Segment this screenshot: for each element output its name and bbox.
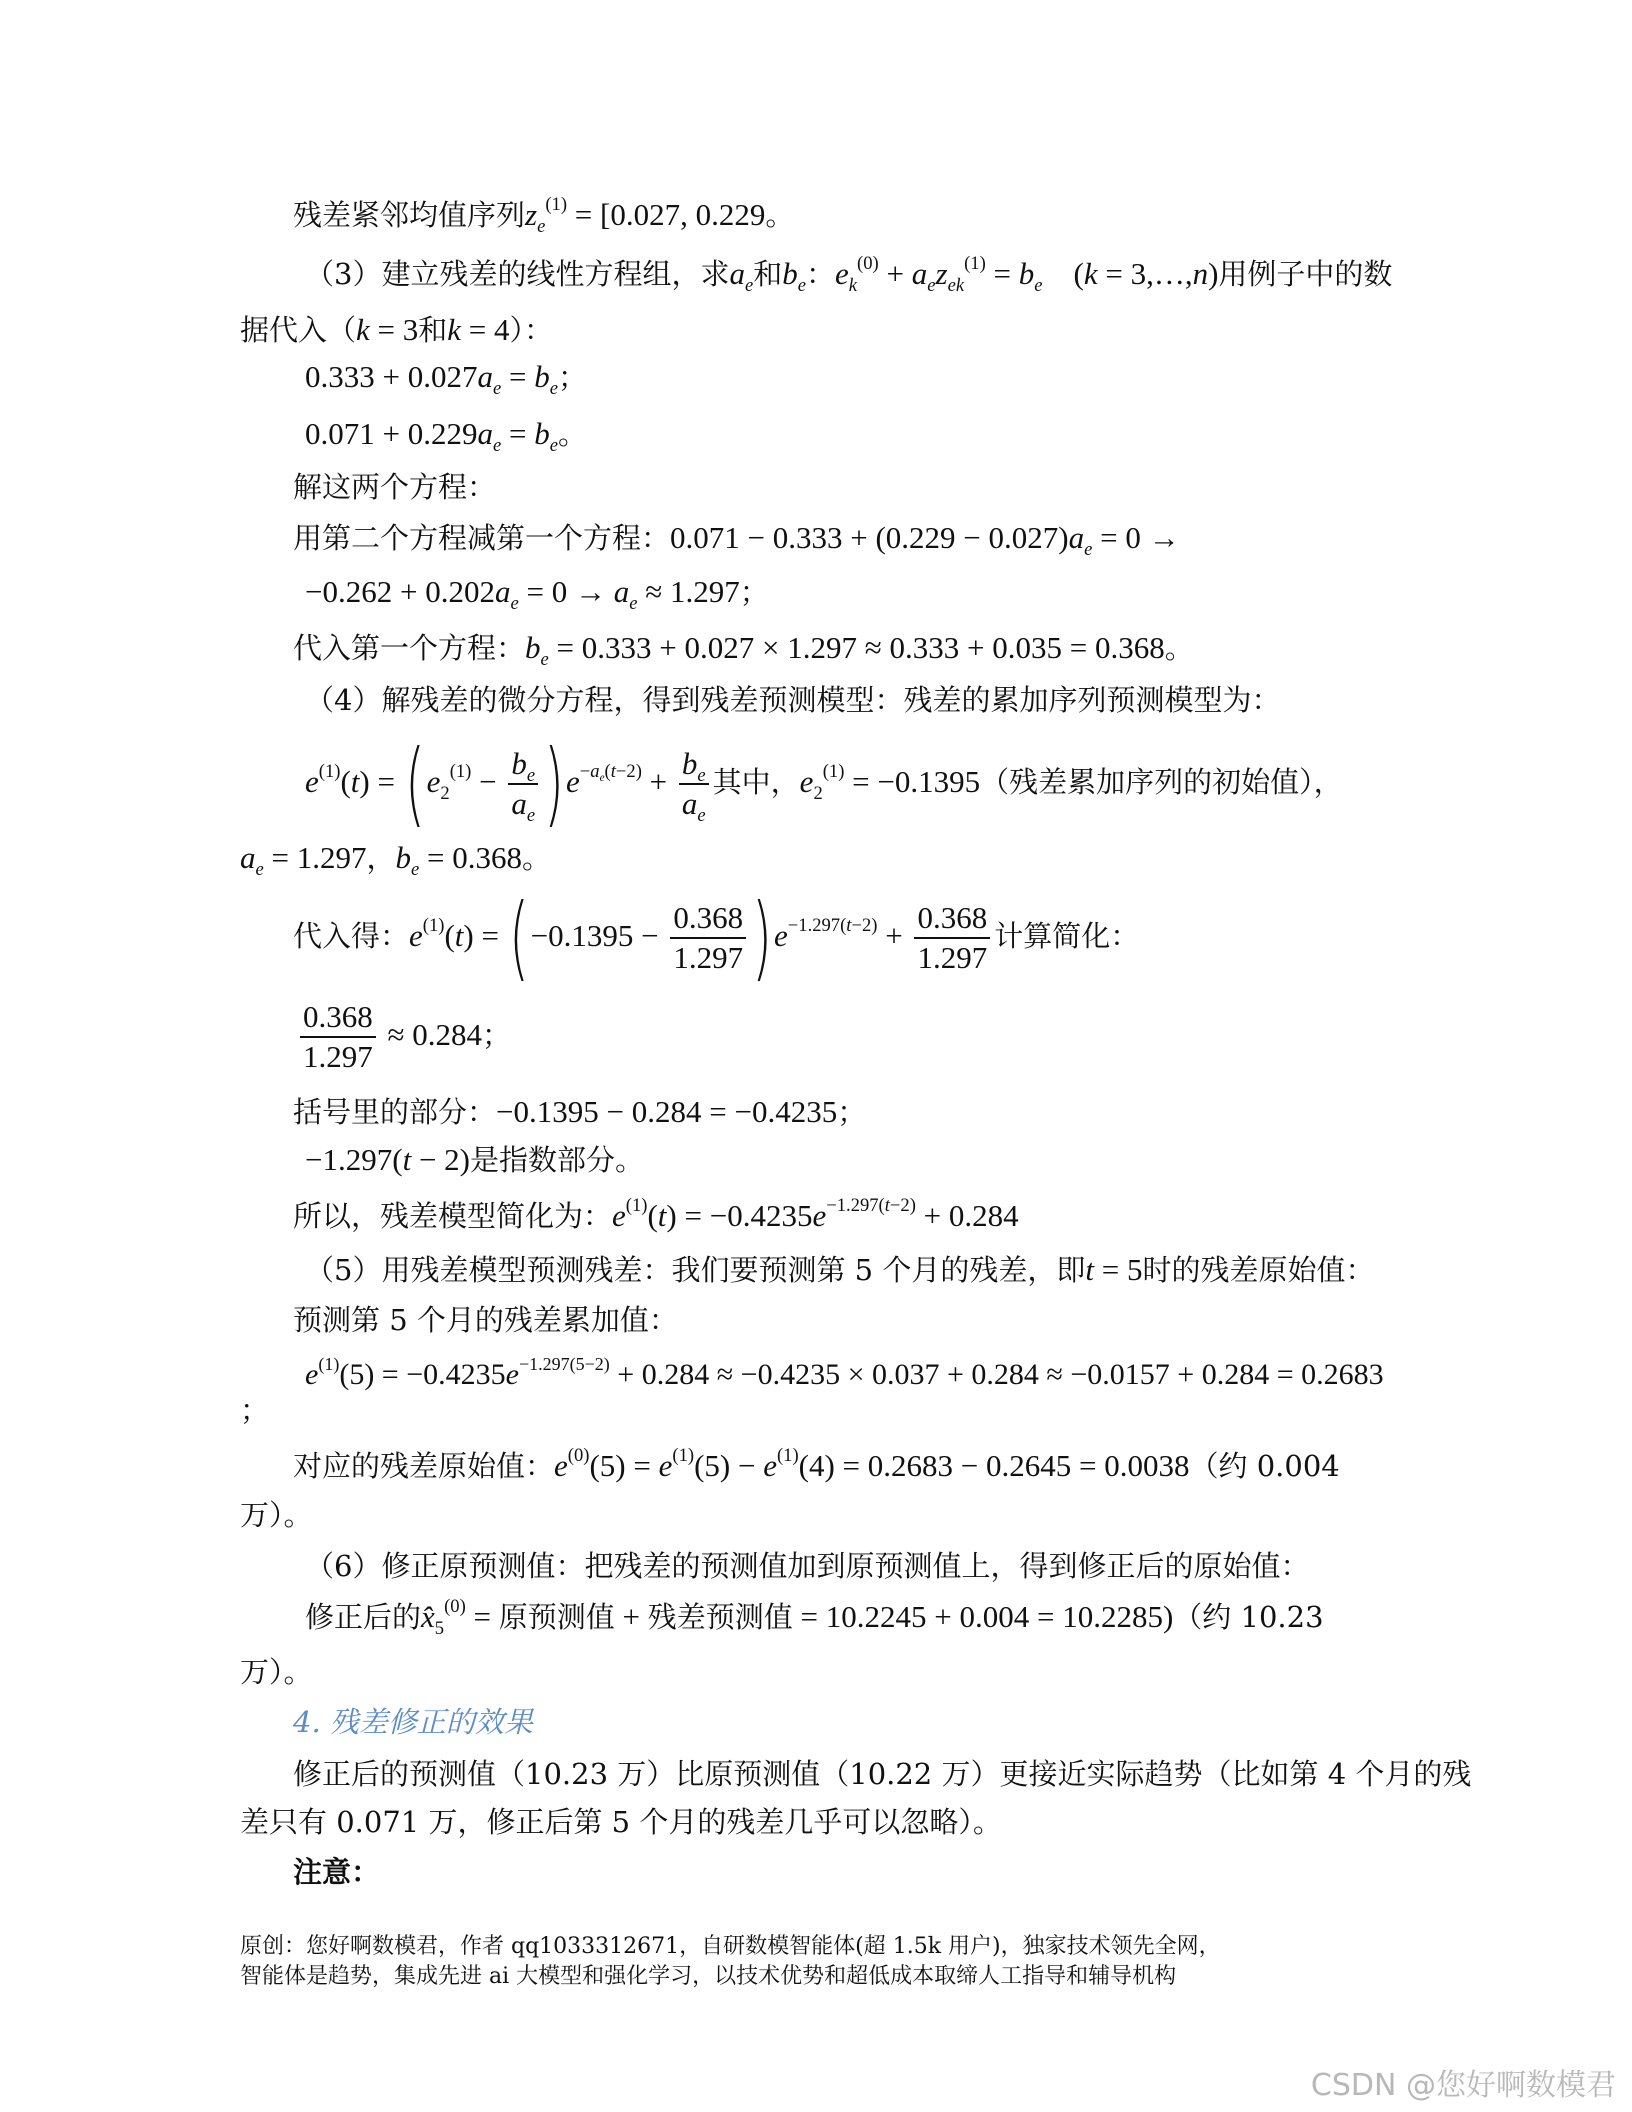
equation-line: $0.071 + 0.229a_e = b_e$。 [305,416,588,456]
text-line: 万）。 [240,1655,313,1689]
text-line: （4）解残差的微分方程，得到残差预测模型：残差的累加序列预测模型为： [305,683,1281,717]
paragraph-line: 修正后的预测值（10.23 万）比原预测值（10.22 万）更接近实际趋势（比如第 4 个月的残 [293,1757,1472,1791]
watermark: CSDN @您好啊数模君 [1310,2068,1616,2103]
text-line: 用第二个方程减第一个方程：$0.071 - 0.333 + (0.229 - 0.027)a_e = 0$ → [293,520,1180,560]
equation-line: $\frac{0.368}{1.297}$ ≈ 0.284； [300,990,511,1080]
paragraph-line: 差只有 0.071 万，修正后第 5 个月的残差几乎可以忽略）。 [240,1805,1002,1839]
equation-line: $e^{(1)}(t) = (e_2^{(1)}$ − $\frac{b_e}{a_e}$ )$e^{-a_e(t-2)}$ + $\frac{b_e}{a_e}$ 其中，$e_2^{(1)} = -0.1395$（残差累加序列的初始值）， [305,730,1343,837]
text-line: 解这两个方程： [293,470,497,504]
text-line: 万）。 [240,1498,313,1532]
equation-line: $-0.262 + 0.202a_e = 0 \to a_e \approx 1.297$； [305,574,769,614]
text-line: （6）修正原预测值：把残差的预测值加到原预测值上，得到修正后的原始值： [305,1549,1310,1583]
text-line: 对应的残差原始值：$e^{(0)}(5) = e^{(1)}(5) - e^{(1)}(4) = 0.2683 - 0.2645 = 0.0038$（约 0.004 [293,1445,1340,1483]
equation-line: 修正后的$x̂_5^{(0)}$ = 原预测值 + 残差预测值 = 10.2245 + 0.004 = 10.2285)（约 10.23 [305,1596,1324,1639]
equation-line: 代入得：$e^{(1)}(t) = (-0.1395$ − $\frac{0.368}{1.297}$ )$e^{-1.297(t-2)}$ + $\frac{0.368}{1.297}$ 计算简化： [293,884,1140,991]
equation-line: $a_e = 1.297$，$b_e = 0.368$。 [240,840,552,880]
footer-line: 智能体是趋势，集成先进 ai 大模型和强化学习，以技术优势和超低成本取缔人工指导和辅导机构 [240,1964,1177,1989]
text-line: （5）用残差模型预测残差：我们要预测第 5 个月的残差，即t = 5时的残差原始值： [305,1252,1375,1287]
section-heading: 4. 残差修正的效果 [293,1705,533,1739]
text-line: 预测第 5 个月的残差累加值： [293,1303,678,1337]
note-label: 注意： [293,1855,381,1889]
text-line: （3）建立残差的线性方程组，求$a_e$和$b_e$：$e_k^{(0)} + a_ez_{ek}^{(1)} = b_e$ (k = 3,…,n)用例子中的数 [305,253,1393,296]
text-line: 据代入（k = 3和k = 4）： [240,312,554,347]
footer-line: 原创：您好啊数模君，作者 qq1033312671，自研数模智能体(超 1.5k 用户)，独家技术领先全网， [240,1934,1221,1959]
text-line: 所以，残差模型简化为：$e^{(1)}(t) = -0.4235e^{-1.297(t-2)} + 0.284$ [293,1195,1019,1233]
text-line: 括号里的部分：−0.1395 − 0.284 = −0.4235； [293,1094,867,1129]
equation-line: $e^{(1)}(5) = -0.4235e^{-1.297(5-2)} + 0.284 \approx -0.4235 \times 0.037 + 0.284 \approx -0.0157 + 0.284 = 0.2683$ [305,1353,1384,1391]
equation-line: −1.297(t − 2)是指数部分。 [305,1142,645,1177]
text-line: 代入第一个方程：$b_e = 0.333 + 0.027 \times 1.297 \approx 0.333 + 0.035 = 0.368$。 [293,630,1194,670]
text-line: ； [240,1393,270,1427]
text-line: 残差紧邻均值序列$z_e^{(1)} = [0.027$, 0.229。 [293,194,795,237]
equation-line: $0.333 + 0.027a_e = b_e$； [305,359,588,399]
